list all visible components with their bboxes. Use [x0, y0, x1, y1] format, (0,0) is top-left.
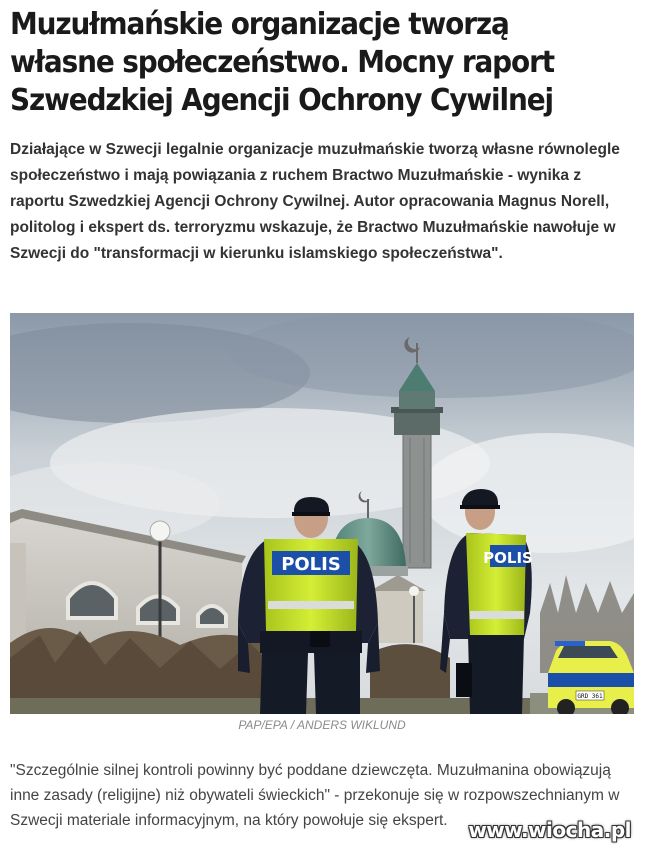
site-watermark: www.wiocha.pl [468, 818, 631, 842]
police-car [548, 641, 634, 714]
article-headline: Muzułmańskie organizacje tworzą własne społeczeństwo. Mocny raport Szwedzkiej Agencji Ochrony Cywilnej [10, 7, 554, 118]
photo-caption: PAP/EPA / ANDERS WIKLUND [238, 718, 406, 732]
article-photo [10, 313, 634, 714]
vest-label-left: POLIS [281, 554, 341, 575]
car-plate: GRD 361 [577, 693, 603, 700]
article-body-paragraph: "Szczególnie silnej kontroli powinny być poddane dziewczęta. Muzułmanina obowiązują inne zasady (religijne) niż obywateli świeckich" - przekonuje się w rozpowszechnianym w Szwecji materiale informacyjnym, na który powołuje się ekspert. [10, 762, 620, 829]
article-lead: Działające w Szwecji legalnie organizacje muzułmańskie tworzą własne równolegle społeczeństwo i mają powiązania z ruchem Bractwo Muzułmańskie - wynika z raportu Szwedzkiej Agencji Ochrony Cywilnej. Autor opracowania Magnus Norell, politolog i ekspert ds. terroryzmu wskazuje, że Bractwo Muzułmańskie nawołuje w Szwecji do "transformacji w kierunku islamskiego społeczeństwa". [10, 141, 620, 262]
vest-label-right: POLIS [483, 549, 533, 567]
